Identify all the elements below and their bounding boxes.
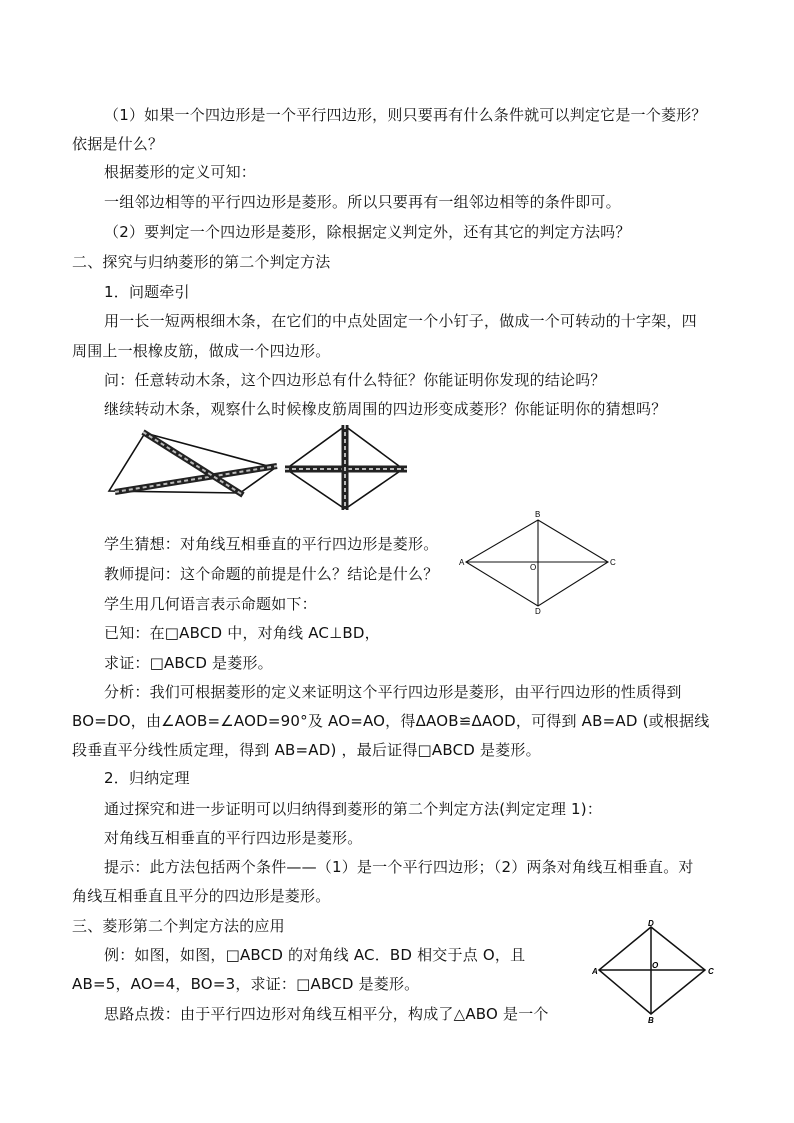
text-line-9: 周围上一根橡皮筋，做成一个四边形。 xyxy=(72,342,331,360)
text-line-24: 角线互相垂直且平分的四边形是菱形。 xyxy=(72,887,331,905)
text-line-5: （2）要判定一个四边形是菱形，除根据定义判定外，还有其它的判定方法吗？ xyxy=(104,223,631,241)
text-line-3: 根据菱形的定义可知： xyxy=(104,163,257,181)
text-line-13: 教师提问：这个命题的前提是什么？结论是什么？ xyxy=(104,565,439,583)
rhombus-diagram-2 xyxy=(592,918,720,1026)
section-heading-2: 二、探究与归纳菱形的第二个判定方法 xyxy=(72,253,331,271)
vertex-label-b: B xyxy=(648,1016,654,1025)
subheading-1: 1．问题牵引 xyxy=(104,283,190,301)
text-line-8: 用一长一短两根细木条，在它们的中点处固定一个小钉子，做成一个可转动的十字架，四 xyxy=(104,312,697,330)
vertex-label-d: D xyxy=(648,919,654,928)
vertex-label-c: C xyxy=(610,558,616,567)
text-line-22: 对角线互相垂直的平行四边形是菱形。 xyxy=(104,829,363,847)
vertex-label-c: C xyxy=(708,967,714,976)
vertex-label-a: A xyxy=(592,967,598,976)
center-label-o: O xyxy=(652,961,659,970)
text-line-19: 段垂直平分线性质定理，得到 AB=AD) ，最后证得□ABCD 是菱形。 xyxy=(72,741,541,759)
text-line-2: 依据是什么？ xyxy=(72,135,164,153)
subheading-2: 2．归纳定理 xyxy=(104,769,190,787)
vertex-label-d: D xyxy=(535,607,541,616)
text-line-26: 例：如图，如图，□ABCD 的对角线 AC．BD 相交于点 O，且 xyxy=(104,946,526,964)
text-line-14: 学生用几何语言表示命题如下： xyxy=(104,595,317,613)
text-line-28: 思路点拨：由于平行四边形对角线互相平分，构成了△ABO 是一个 xyxy=(104,1005,549,1023)
rhombus-diagram-1 xyxy=(458,508,623,616)
center-label-o: O xyxy=(530,563,537,572)
text-line-17: 分析：我们可根据菱形的定义来证明这个平行四边形是菱形，由平行四边形的性质得到 xyxy=(104,683,682,701)
section-heading-3: 三、菱形第二个判定方法的应用 xyxy=(72,917,285,935)
text-line-11: 继续转动木条，观察什么时候橡皮筋周围的四边形变成菱形？你能证明你的猜想吗？ xyxy=(104,400,667,418)
text-line-18: BO=DO，由∠AOB=∠AOD=90°及 AO=AO，得ΔAOB≌ΔAOD，可得到 AB=AD (或根据线 xyxy=(72,712,710,730)
cross-frame-figure-2 xyxy=(283,423,408,511)
text-line-10: 问：任意转动木条，这个四边形总有什么特征？你能证明你发现的结论吗？ xyxy=(104,371,606,389)
text-line-23: 提示：此方法包括两个条件——（1）是一个平行四边形；（2）两条对角线互相垂直。对 xyxy=(104,858,694,876)
text-line-15: 已知：在□ABCD 中，对角线 AC⊥BD， xyxy=(104,624,380,642)
vertex-label-a: A xyxy=(459,558,465,567)
cross-frame-figure-1 xyxy=(105,418,280,500)
vertex-label-b: B xyxy=(535,510,541,519)
text-line-4: 一组邻边相等的平行四边形是菱形。所以只要再有一组邻边相等的条件即可。 xyxy=(104,193,621,211)
text-line-1: （1）如果一个四边形是一个平行四边形，则只要再有什么条件就可以判定它是一个菱形？ xyxy=(104,106,707,124)
text-line-16: 求证：□ABCD 是菱形。 xyxy=(104,654,273,672)
text-line-12: 学生猜想：对角线互相垂直的平行四边形是菱形。 xyxy=(104,535,439,553)
text-line-27: AB=5，AO=4，BO=3，求证：□ABCD 是菱形。 xyxy=(72,975,420,993)
text-line-21: 通过探究和进一步证明可以归纳得到菱形的第二个判定方法(判定定理 1)： xyxy=(104,800,603,818)
